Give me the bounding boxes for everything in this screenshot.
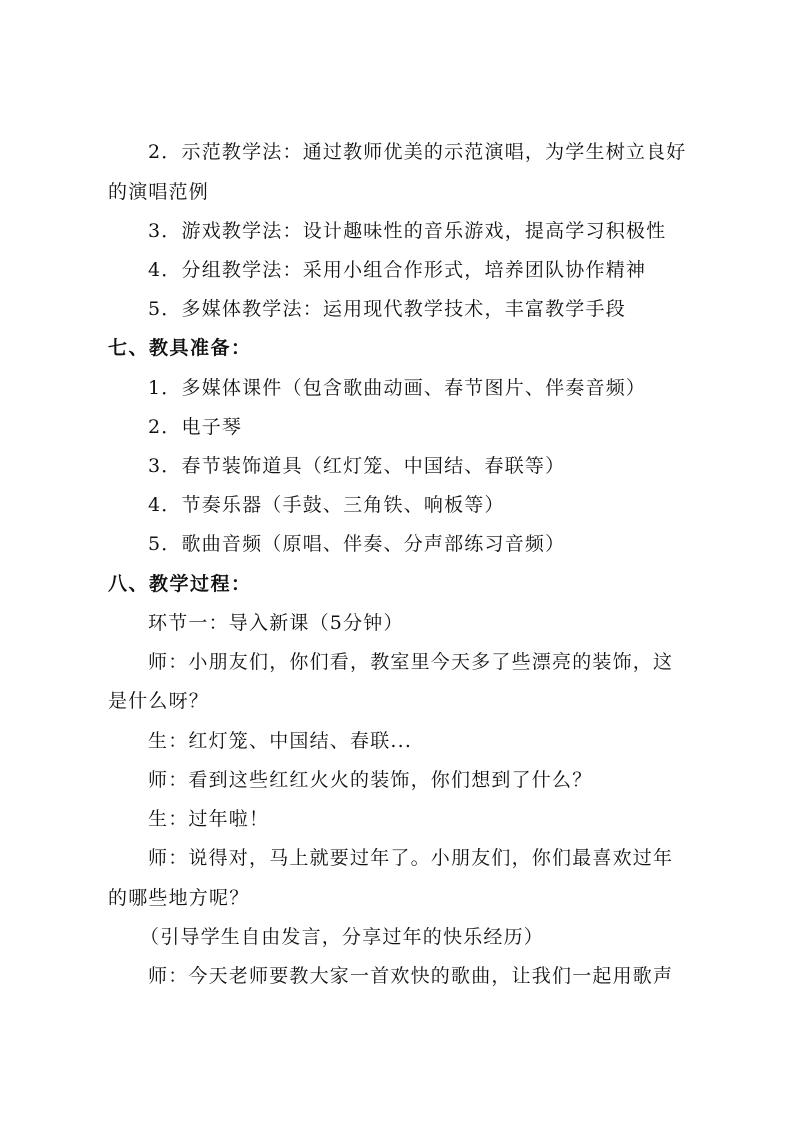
teacher-line-3b: 的哪些地方呢？ — [108, 887, 250, 909]
student-line-2: 生：过年啦！ — [148, 808, 270, 830]
equipment-item-4: 4．节奏乐器（手鼓、三角铁、响板等） — [148, 494, 505, 516]
equipment-item-5: 5．歌曲音频（原唱、伴奏、分声部练习音频） — [148, 533, 566, 555]
teacher-line-4a: 师：今天老师要教大家一首欢快的歌曲，让我们一起用歌声 — [148, 965, 674, 987]
teacher-line-3a: 师：说得对，马上就要过年了。小朋友们，你们最喜欢过年 — [148, 847, 674, 869]
section-8-heading: 八、教学过程： — [108, 573, 252, 595]
method-item-5: 5．多媒体教学法：运用现代教学技术，丰富教学手段 — [148, 298, 626, 320]
student-line-1: 生：红灯笼、中国结、春联... — [148, 730, 413, 752]
section-7-heading: 七、教具准备： — [108, 337, 252, 359]
equipment-item-1: 1．多媒体课件（包含歌曲动画、春节图片、伴奏音频） — [148, 377, 647, 399]
teacher-line-1a: 师：小朋友们，你们看，教室里今天多了些漂亮的装饰，这 — [148, 651, 674, 673]
equipment-item-2: 2．电子琴 — [148, 416, 243, 438]
stage-1-title: 环节一：导入新课（5分钟） — [148, 612, 404, 634]
equipment-item-3: 3．春节装饰道具（红灯笼、中国结、春联等） — [148, 455, 566, 477]
method-item-3: 3．游戏教学法：设计趣味性的音乐游戏，提高学习积极性 — [148, 220, 667, 242]
method-item-2-line2: 的演唱范例 — [108, 181, 210, 203]
teacher-line-1b: 是什么呀？ — [108, 690, 210, 712]
method-item-2-line1: 2．示范教学法：通过教师优美的示范演唱，为学生树立良好 — [148, 141, 687, 163]
teacher-line-2: 师：看到这些红红火火的装饰，你们想到了什么？ — [148, 769, 593, 791]
method-item-4: 4．分组教学法：采用小组合作形式，培养团队协作精神 — [148, 259, 647, 281]
guidance-note: （引导学生自由发言，分享过年的快乐经历） — [140, 926, 545, 948]
